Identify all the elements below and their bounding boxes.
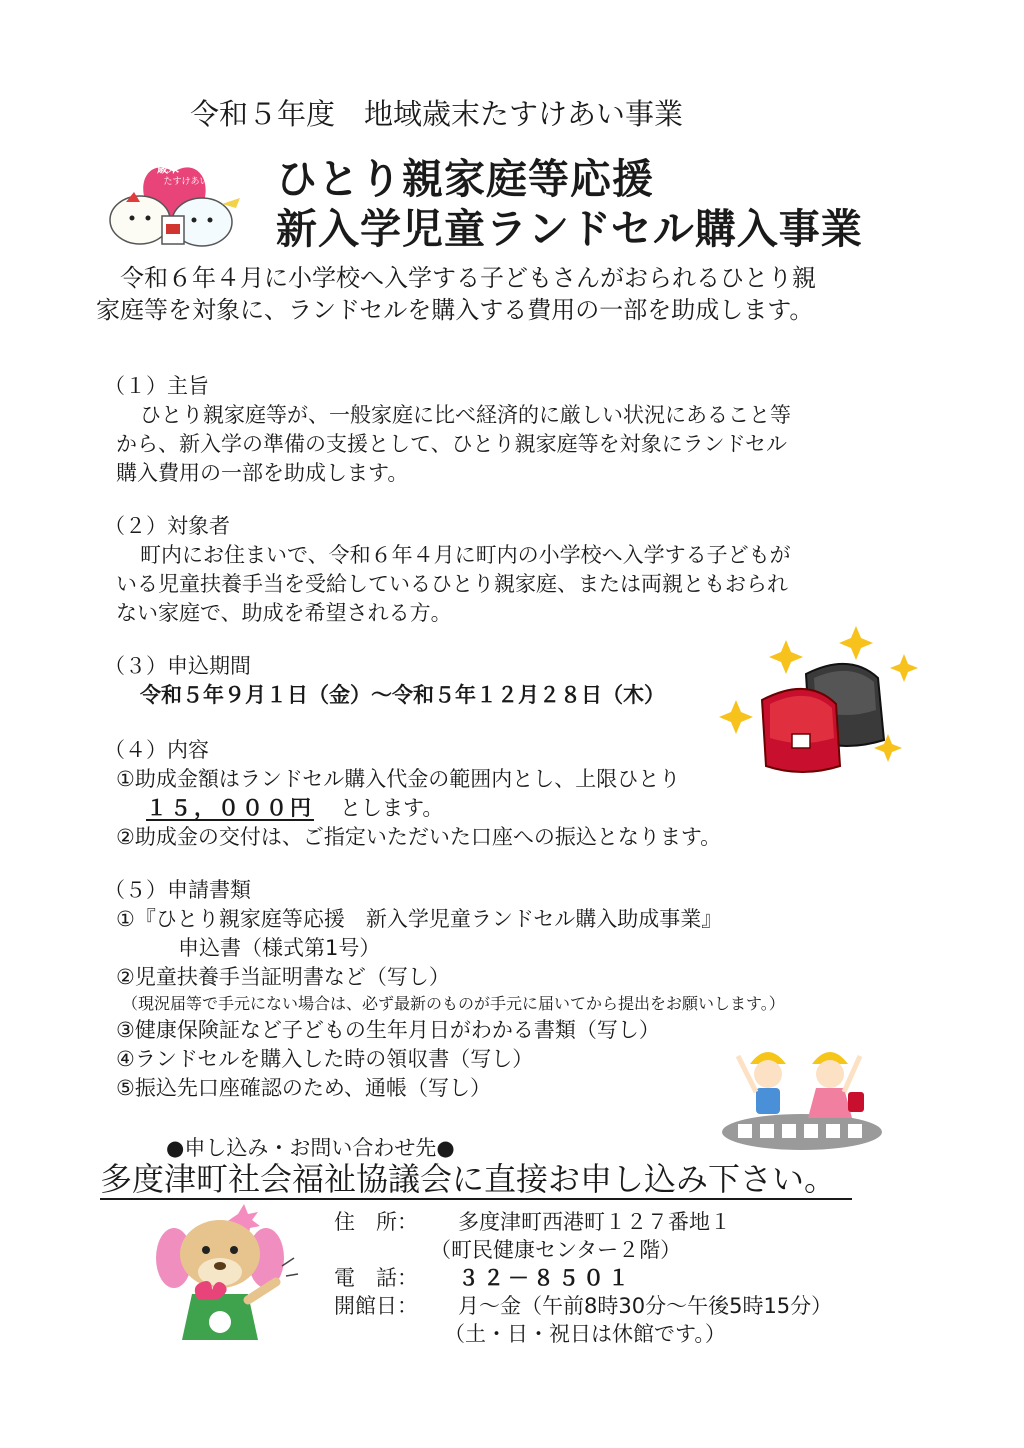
section-heading-documents: （５）申請書類 [104,878,251,902]
content-item-2: ②助成金の交付は、ご指定いただいた口座への振込となります。 [116,825,722,849]
content-item-1: ①助成金額はランドセル購入代金の範囲内とし、上限ひとり [116,767,681,791]
mascot-dog-illustration [152,1202,302,1350]
purpose-line-1: ひとり親家庭等が、一般家庭に比べ経済的に厳しい状況にあること等 [140,403,791,427]
section-purpose [104,372,791,488]
hours-label: 開館日： [334,1294,418,1318]
subsidy-amount-suffix: とします。 [340,796,444,820]
hours-row [334,1292,832,1320]
intro-line-1: 令和６年４月に小学校へ入学する子どもさんがおられるひとり親 [96,264,816,292]
section-content [104,736,721,852]
phone-row [334,1264,832,1292]
logo-text-line1: 歳末 [157,162,179,175]
randoseru-illustration [718,616,922,776]
contact-instruction: 多度津町社会福祉協議会に直接お申し込み下さい。 [100,1160,852,1200]
eligibility-line-3: ない家庭で、助成を希望される方。 [116,601,452,625]
phone-label: 電 話： [334,1266,418,1290]
address-label: 住 所： [334,1210,418,1234]
phone-number[interactable]: ３２－８５０１ [458,1266,633,1290]
section-heading-purpose: （１）主旨 [104,374,209,398]
section-period [104,652,665,710]
title-line-2: 新入学児童ランドセル購入事業 [276,205,863,253]
title-line-1: ひとり親家庭等応援 [276,155,654,203]
contact-heading: ●申し込み・お問い合わせ先● [166,1136,455,1160]
application-period-dates: 令和５年９月１日（金）～令和５年１２月２８日（木） [140,683,665,707]
content-amount-line [104,794,721,823]
hours-sub: （土・日・祝日は休館です。） [444,1322,726,1346]
fiscal-year-line: 令和５年度 地域歳末たすけあい事業 [190,97,684,131]
address-sub: （町民健康センター２階） [430,1238,682,1262]
section-documents [104,876,785,1103]
document-item-5: ⑤振込先口座確認のため、通帳（写し） [116,1076,491,1100]
eligibility-line-2: いる児童扶養手当を受給しているひとり親家庭、または両親ともおられ [116,572,788,596]
address-value: 多度津町西港町１２７番地１ [458,1210,731,1234]
intro-paragraph [96,262,816,326]
logo-text-line2: たすけあい [163,177,209,187]
document-item-4: ④ランドセルを購入した時の領収書（写し） [116,1047,534,1071]
children-crosswalk-illustration [720,1034,884,1152]
section-heading-eligibility: （２）対象者 [104,514,230,538]
hours-value: 月～金（午前8時30分～午後5時15分） [458,1294,833,1318]
eligibility-line-1: 町内にお住まいで、令和６年４月に町内の小学校へ入学する子どもが [140,543,791,567]
section-heading-content: （４）内容 [104,738,209,762]
document-item-1: ①『ひとり親家庭等応援 新入学児童ランドセル購入助成事業』 [116,907,723,931]
subsidy-amount: １５，０００円 [146,796,314,820]
purpose-line-3: 購入費用の一部を助成します。 [116,461,409,485]
section-eligibility [104,512,791,628]
document-item-3: ③健康保険証など子どもの生年月日がわかる書類（写し） [116,1018,660,1042]
purpose-line-2: から、新入学の準備の支援として、ひとり親家庭等を対象にランドセル [116,432,787,456]
intro-line-2: 家庭等を対象に、ランドセルを購入する費用の一部を助成します。 [96,296,814,324]
document-item-2: ②児童扶養手当証明書など（写し） [116,965,450,989]
document-item-1-sub: 申込書（様式第1号） [178,936,381,960]
address-row [334,1208,832,1236]
contact-info [334,1208,832,1348]
section-heading-period: （３）申込期間 [104,654,251,678]
document-item-2-note: （現況届等で手元にない場合は、必ず最新のものが手元に届いてから提出をお願いします。） [122,994,785,1013]
year-end-mutual-aid-logo [104,144,250,250]
